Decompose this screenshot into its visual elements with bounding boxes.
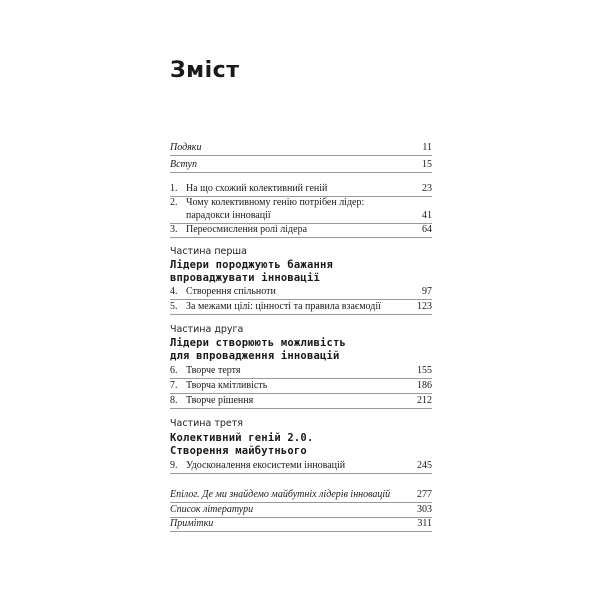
- toc-chapter-number: 6.: [170, 365, 178, 376]
- toc-entry-acknowledgements[interactable]: [170, 141, 432, 156]
- toc-entry-chapter-6[interactable]: [170, 364, 432, 379]
- toc-entry-text: Удосконалення екосистеми інновацій: [186, 460, 346, 471]
- toc-chapter-number: 9.: [170, 460, 178, 471]
- toc-entry-text: Творче рішення: [186, 395, 254, 406]
- toc-page-number: 212: [417, 395, 432, 406]
- toc-entry-text: На що схожий колективний геній: [186, 183, 328, 194]
- toc-page-number: 311: [417, 518, 432, 529]
- toc-entry-chapter-5[interactable]: [170, 300, 432, 315]
- toc-entry-chapter-7[interactable]: [170, 379, 432, 394]
- toc-entry-introduction[interactable]: [170, 158, 432, 173]
- toc-entry-text: Чому колективному генію потрібен лідер:: [186, 197, 365, 208]
- part-2-title-line-1: Лідери створюють можливість: [170, 337, 347, 349]
- toc-entry-text: Епілог. Де ми знайдемо майбутніх лідерів інновацій: [170, 489, 391, 500]
- toc-entry-text: Створення спільноти: [186, 286, 276, 297]
- toc-chapter-number: 7.: [170, 380, 178, 391]
- toc-entry-text: Вступ: [170, 159, 197, 170]
- toc-entry-chapter-9[interactable]: [170, 459, 432, 474]
- toc-chapter-number: 4.: [170, 286, 178, 297]
- toc-entry-text: За межами цілі: цінності та правила взаємодії: [186, 301, 381, 312]
- part-2-label: Частина друга: [170, 324, 244, 335]
- part-2-title-line-2: для впровадження інновацій: [170, 350, 340, 362]
- part-3-label: Частина третя: [170, 418, 243, 429]
- toc-entry-text: Список літератури: [170, 504, 254, 515]
- toc-entry-text: Творче тертя: [186, 365, 241, 376]
- toc-entry-notes[interactable]: [170, 517, 432, 532]
- page-title: Зміст: [170, 58, 240, 83]
- part-3-title-line-2: Створення майбутнього: [170, 445, 307, 457]
- toc-entry-bibliography[interactable]: [170, 503, 432, 518]
- toc-chapter-number: 1.: [170, 183, 178, 194]
- toc-chapter-number: 8.: [170, 395, 178, 406]
- toc-chapter-number: 2.: [170, 197, 178, 208]
- toc-entry-text: парадокси інновації: [186, 210, 271, 221]
- toc-page-number: 23: [422, 183, 432, 194]
- part-1-label: Частина перша: [170, 246, 247, 257]
- toc-entry-text: Примітки: [170, 518, 214, 529]
- part-3-title-line-1: Колективний геній 2.0.: [170, 432, 314, 444]
- toc-entry-epilogue[interactable]: [170, 488, 432, 503]
- toc-chapter-number: 5.: [170, 301, 178, 312]
- toc-chapter-number: 3.: [170, 224, 178, 235]
- toc-page-number: 303: [417, 504, 432, 515]
- toc-page-number: 11: [422, 142, 432, 153]
- toc-entry-text: Подяки: [170, 142, 202, 153]
- toc-entry-text: Переосмислення ролі лідера: [186, 224, 308, 235]
- toc-entry-chapter-2-line-1[interactable]: [170, 196, 432, 210]
- toc-entry-chapter-3[interactable]: [170, 223, 432, 238]
- toc-page-number: 186: [417, 380, 432, 391]
- toc-page-number: 97: [422, 286, 432, 297]
- toc-page-number: 123: [417, 301, 432, 312]
- toc-page-number: 245: [417, 460, 432, 471]
- part-1-title-line-1: Лідери породжують бажання: [170, 259, 334, 271]
- toc-page-number: 41: [422, 210, 432, 221]
- toc-entry-chapter-1[interactable]: [170, 182, 432, 197]
- toc-entry-text: Творча кмітливість: [186, 380, 268, 391]
- toc-page-number: 64: [422, 224, 432, 235]
- toc-entry-chapter-4[interactable]: [170, 285, 432, 300]
- toc-page-number: 15: [422, 159, 432, 170]
- toc-entry-chapter-2-line-2[interactable]: [170, 209, 432, 224]
- part-1-title-line-2: впроваджувати інновації: [170, 272, 320, 284]
- toc-page-number: 277: [417, 489, 432, 500]
- toc-page-number: 155: [417, 365, 432, 376]
- toc-entry-chapter-8[interactable]: [170, 394, 432, 409]
